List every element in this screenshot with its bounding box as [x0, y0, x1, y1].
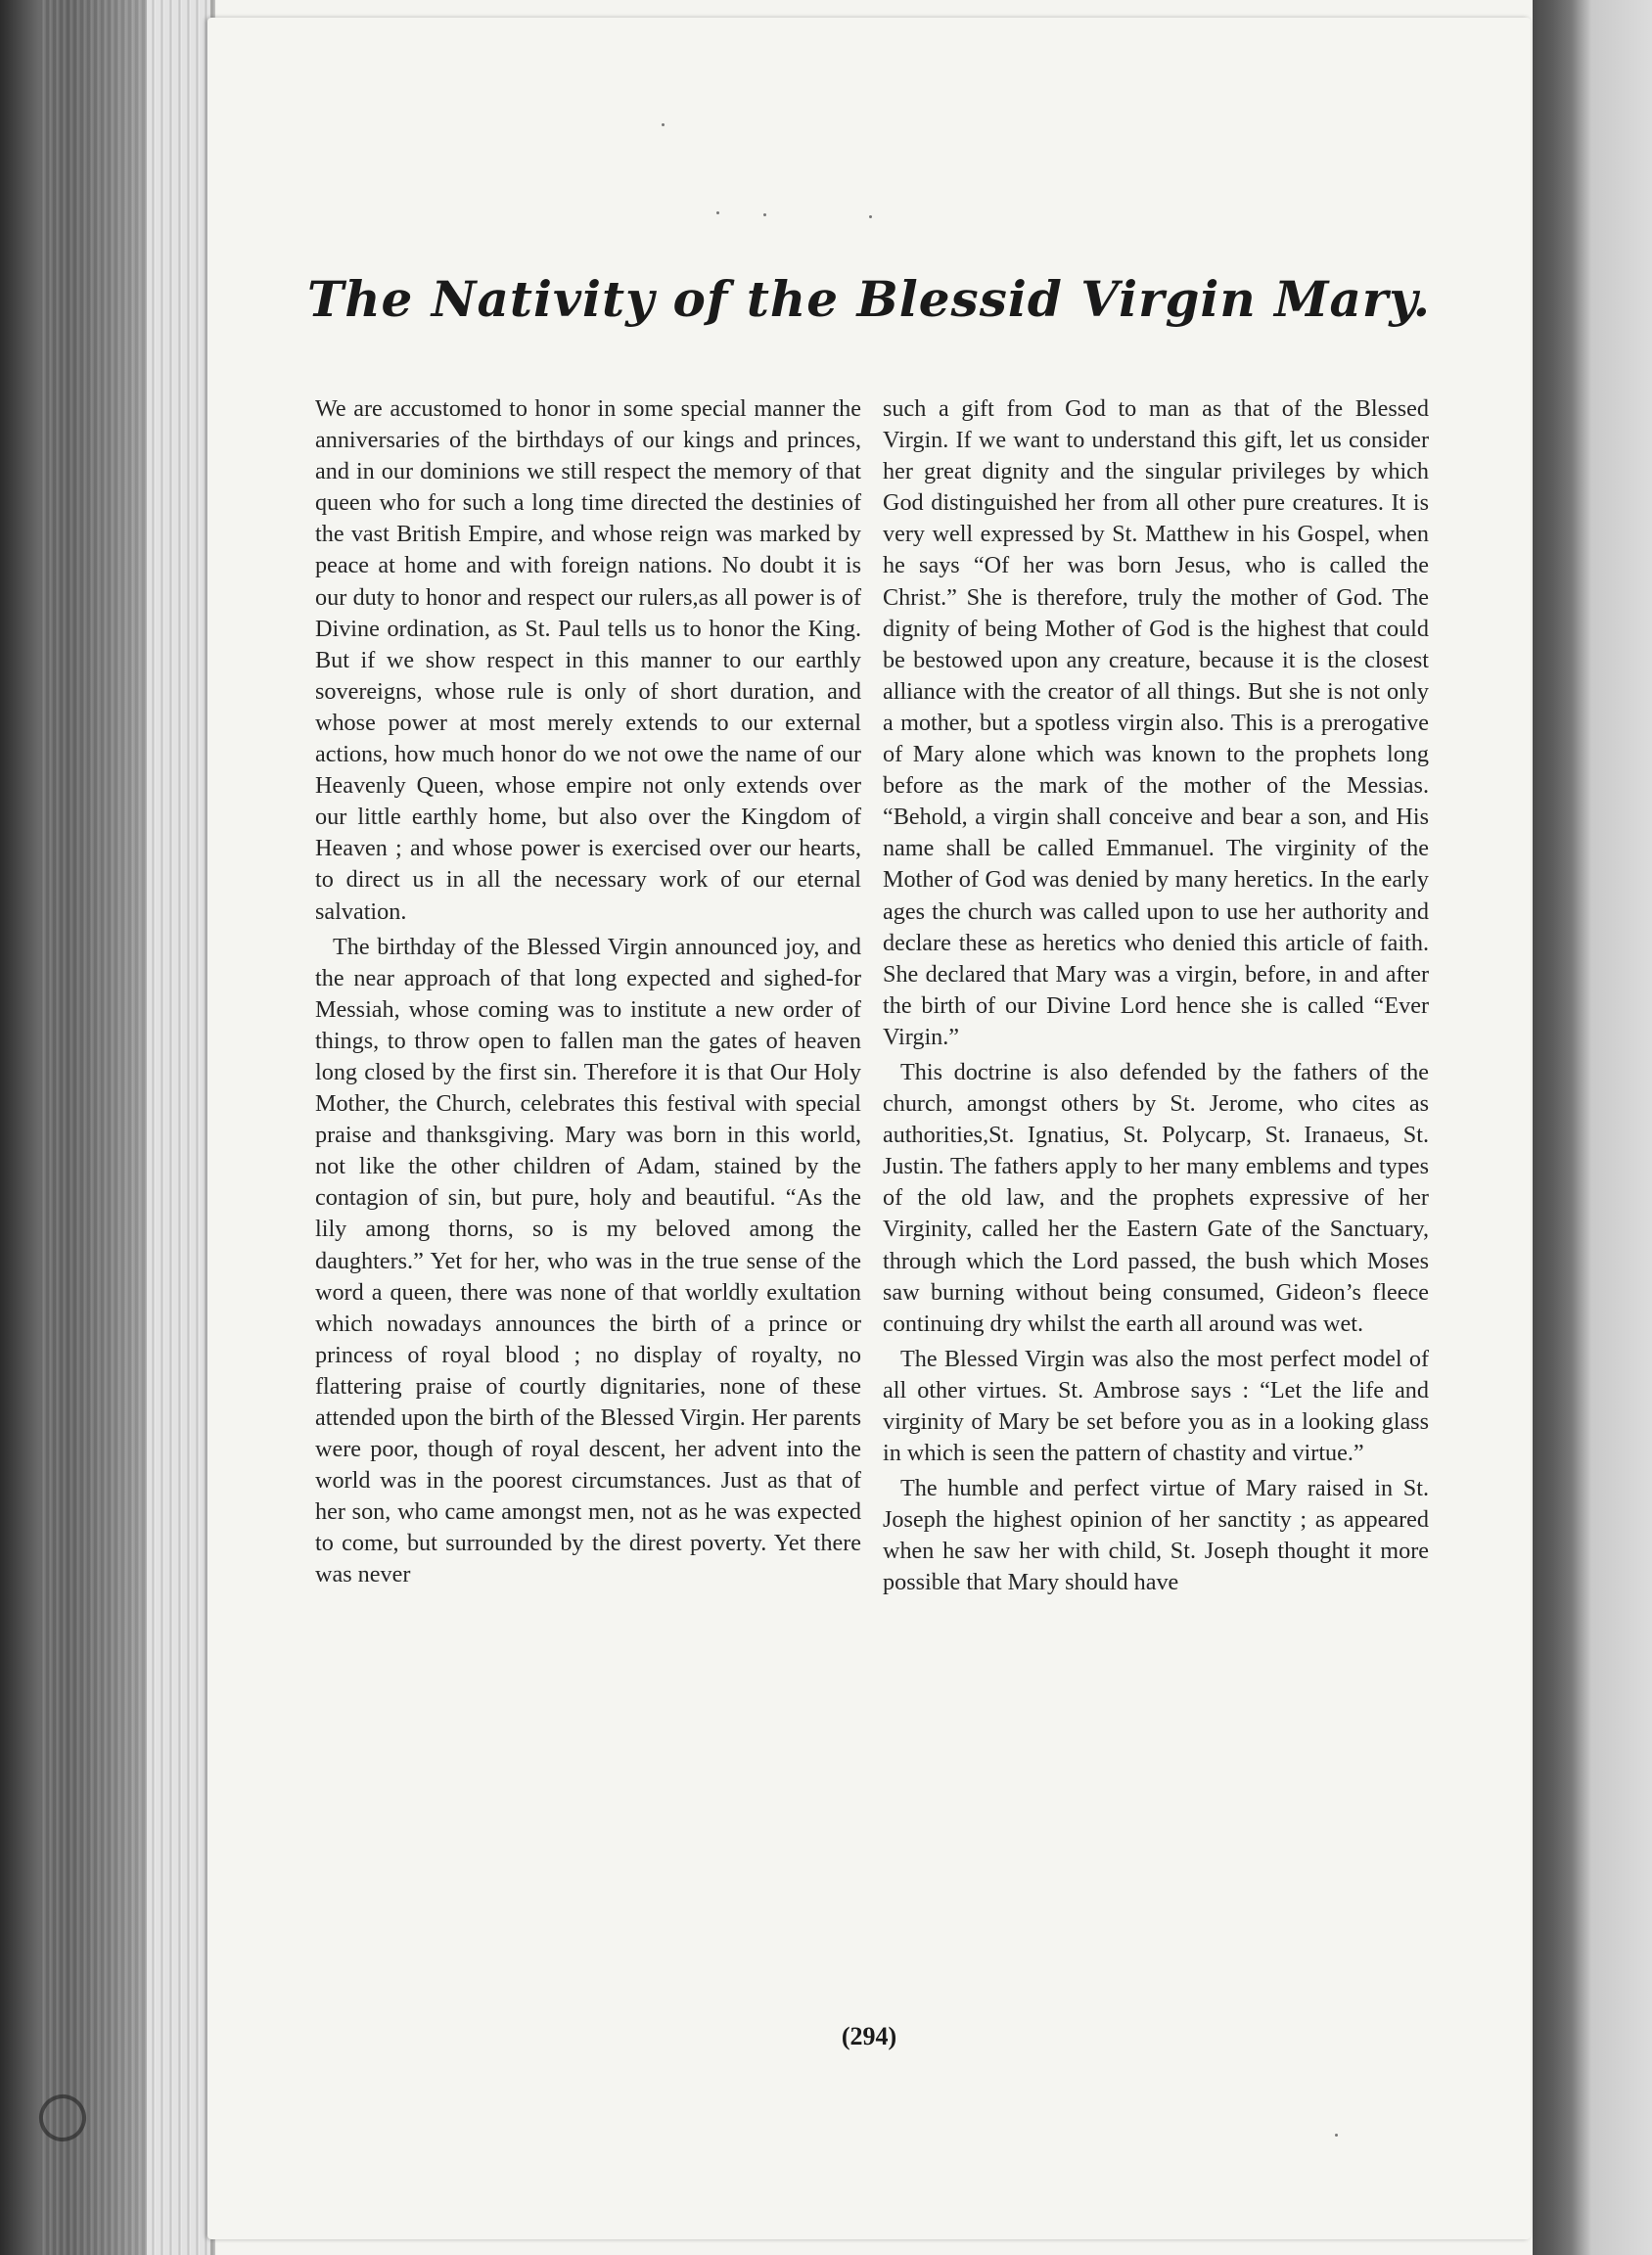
paragraph: This doctrine is also defended by the fathers of the church, amongst others by St. Jerome, who cites as authorities,St. Ignatius, St. Polycarp, St. Iranaeus, St. Justin. The fathers apply to her many emblems and types of the old law, and the prophets expressive of her Virginity, called her the Eastern Gate of the Sanctuary, through which the Lord passed, the bush which Moses saw burning without being consumed, Gideon’s fleece continuing dry whilst the earth all around was wet.: [883, 1058, 1429, 1337]
text-column-left: [315, 393, 861, 1591]
facing-page-edge: [1533, 0, 1652, 2255]
paragraph: The Blessed Virgin was also the most perfect model of all other virtues. St. Ambrose says : “Let the life and virginity of Mary be set before you as in a looking glass in which is seen the pattern of chastity and virtue.”: [883, 1345, 1429, 1467]
dust-speck: [1335, 2134, 1338, 2137]
page-number: (294): [841, 2022, 897, 2050]
dust-speck: [662, 123, 665, 126]
book-page: [207, 18, 1531, 2239]
page-edges-light: [147, 0, 210, 2255]
dust-speck: [716, 211, 719, 214]
paragraph: We are accustomed to honor in some special manner the anniversaries of the birthdays of our kings and princes, and in our dominions we still respect the memory of that queen who for such a long time directed the destinies of the vast British Empire, and whose reign was marked by peace at home and with foreign nations. No doubt it is our duty to honor and respect our rulers,as all power is of Divine ordination, as St. Paul tells us to honor the King. But if we show respect in this manner to our earthly sovereigns, whose rule is only of short duration, and whose power at most merely extends to our external actions, how much honor do we not owe the name of our Heavenly Queen, whose empire not only extends over our little earthly home, but also over the Kingdom of Heaven ; and whose power is exercised over our hearts, to direct us in all the necessary work of our eternal salvation.: [315, 395, 861, 925]
dust-speck: [869, 215, 872, 218]
text-column-right: [883, 393, 1429, 1599]
paragraph: The humble and perfect virtue of Mary raised in St. Joseph the highest opinion of her sanctity ; as appeared when he saw her with child, St. Joseph thought it more possible that Mary should have: [883, 1475, 1429, 1596]
paragraph: The birthday of the Blessed Virgin announced joy, and the near approach of that long expected and sighed-for Messiah, whose coming was to institute a new order of things, to throw open to fallen man the gates of heaven long closed by the first sin. Therefore it is that Our Holy Mother, the Church, celebrates this festival with special praise and thanksgiving. Mary was born in this world, not like the other children of Adam, stained by the contagion of sin, but pure, holy and beautiful. “As the lily among thorns, so is my beloved among the daughters.” Yet for her, who was in the true sense of the word a queen, there was none of that worldly exultation which nowadays announces the birth of a prince or princess of royal blood ; no display of royalty, no flattering praise of courtly dignitaries, none of these attended upon the birth of the Blessed Virgin. Her parents were poor, though of royal descent, her advent into the world was in the poorest circumstances. Just as that of her son, who came amongst men, not as he was expected to come, but surrounded by the direst poverty. Yet there was never: [315, 933, 861, 1588]
article-title: The Nativity of the Blessid Virgin Mary.: [306, 270, 1431, 328]
paragraph: such a gift from God to man as that of the Blessed Virgin. If we want to understand this gift, let us consider her great dignity and the singular privileges by which God distinguished her from all other pure creatures. It is very well expressed by St. Matthew in his Gospel, when he says “Of her was born Jesus, who is called the Christ.” She is therefore, truly the mother of God. The dignity of being Mother of God is the highest that could be bestowed upon any creature, because it is the closest alliance with the creator of all things. But she is not only a mother, but a spotless virgin also. This is a prerogative of Mary alone which was known to the prophets long before as the mark of the mother of the Messias. “Behold, a virgin shall conceive and bear a son, and His name shall be called Emmanuel. The virginity of the Mother of God was denied by many heretics. In the early ages the church was called upon to use her authority and declare these as heretics who denied this article of faith. She declared that Mary was a virgin, before, in and after the birth of our Divine Lord hence she is called “Ever Virgin.”: [883, 395, 1429, 1050]
dust-speck: [763, 213, 766, 216]
